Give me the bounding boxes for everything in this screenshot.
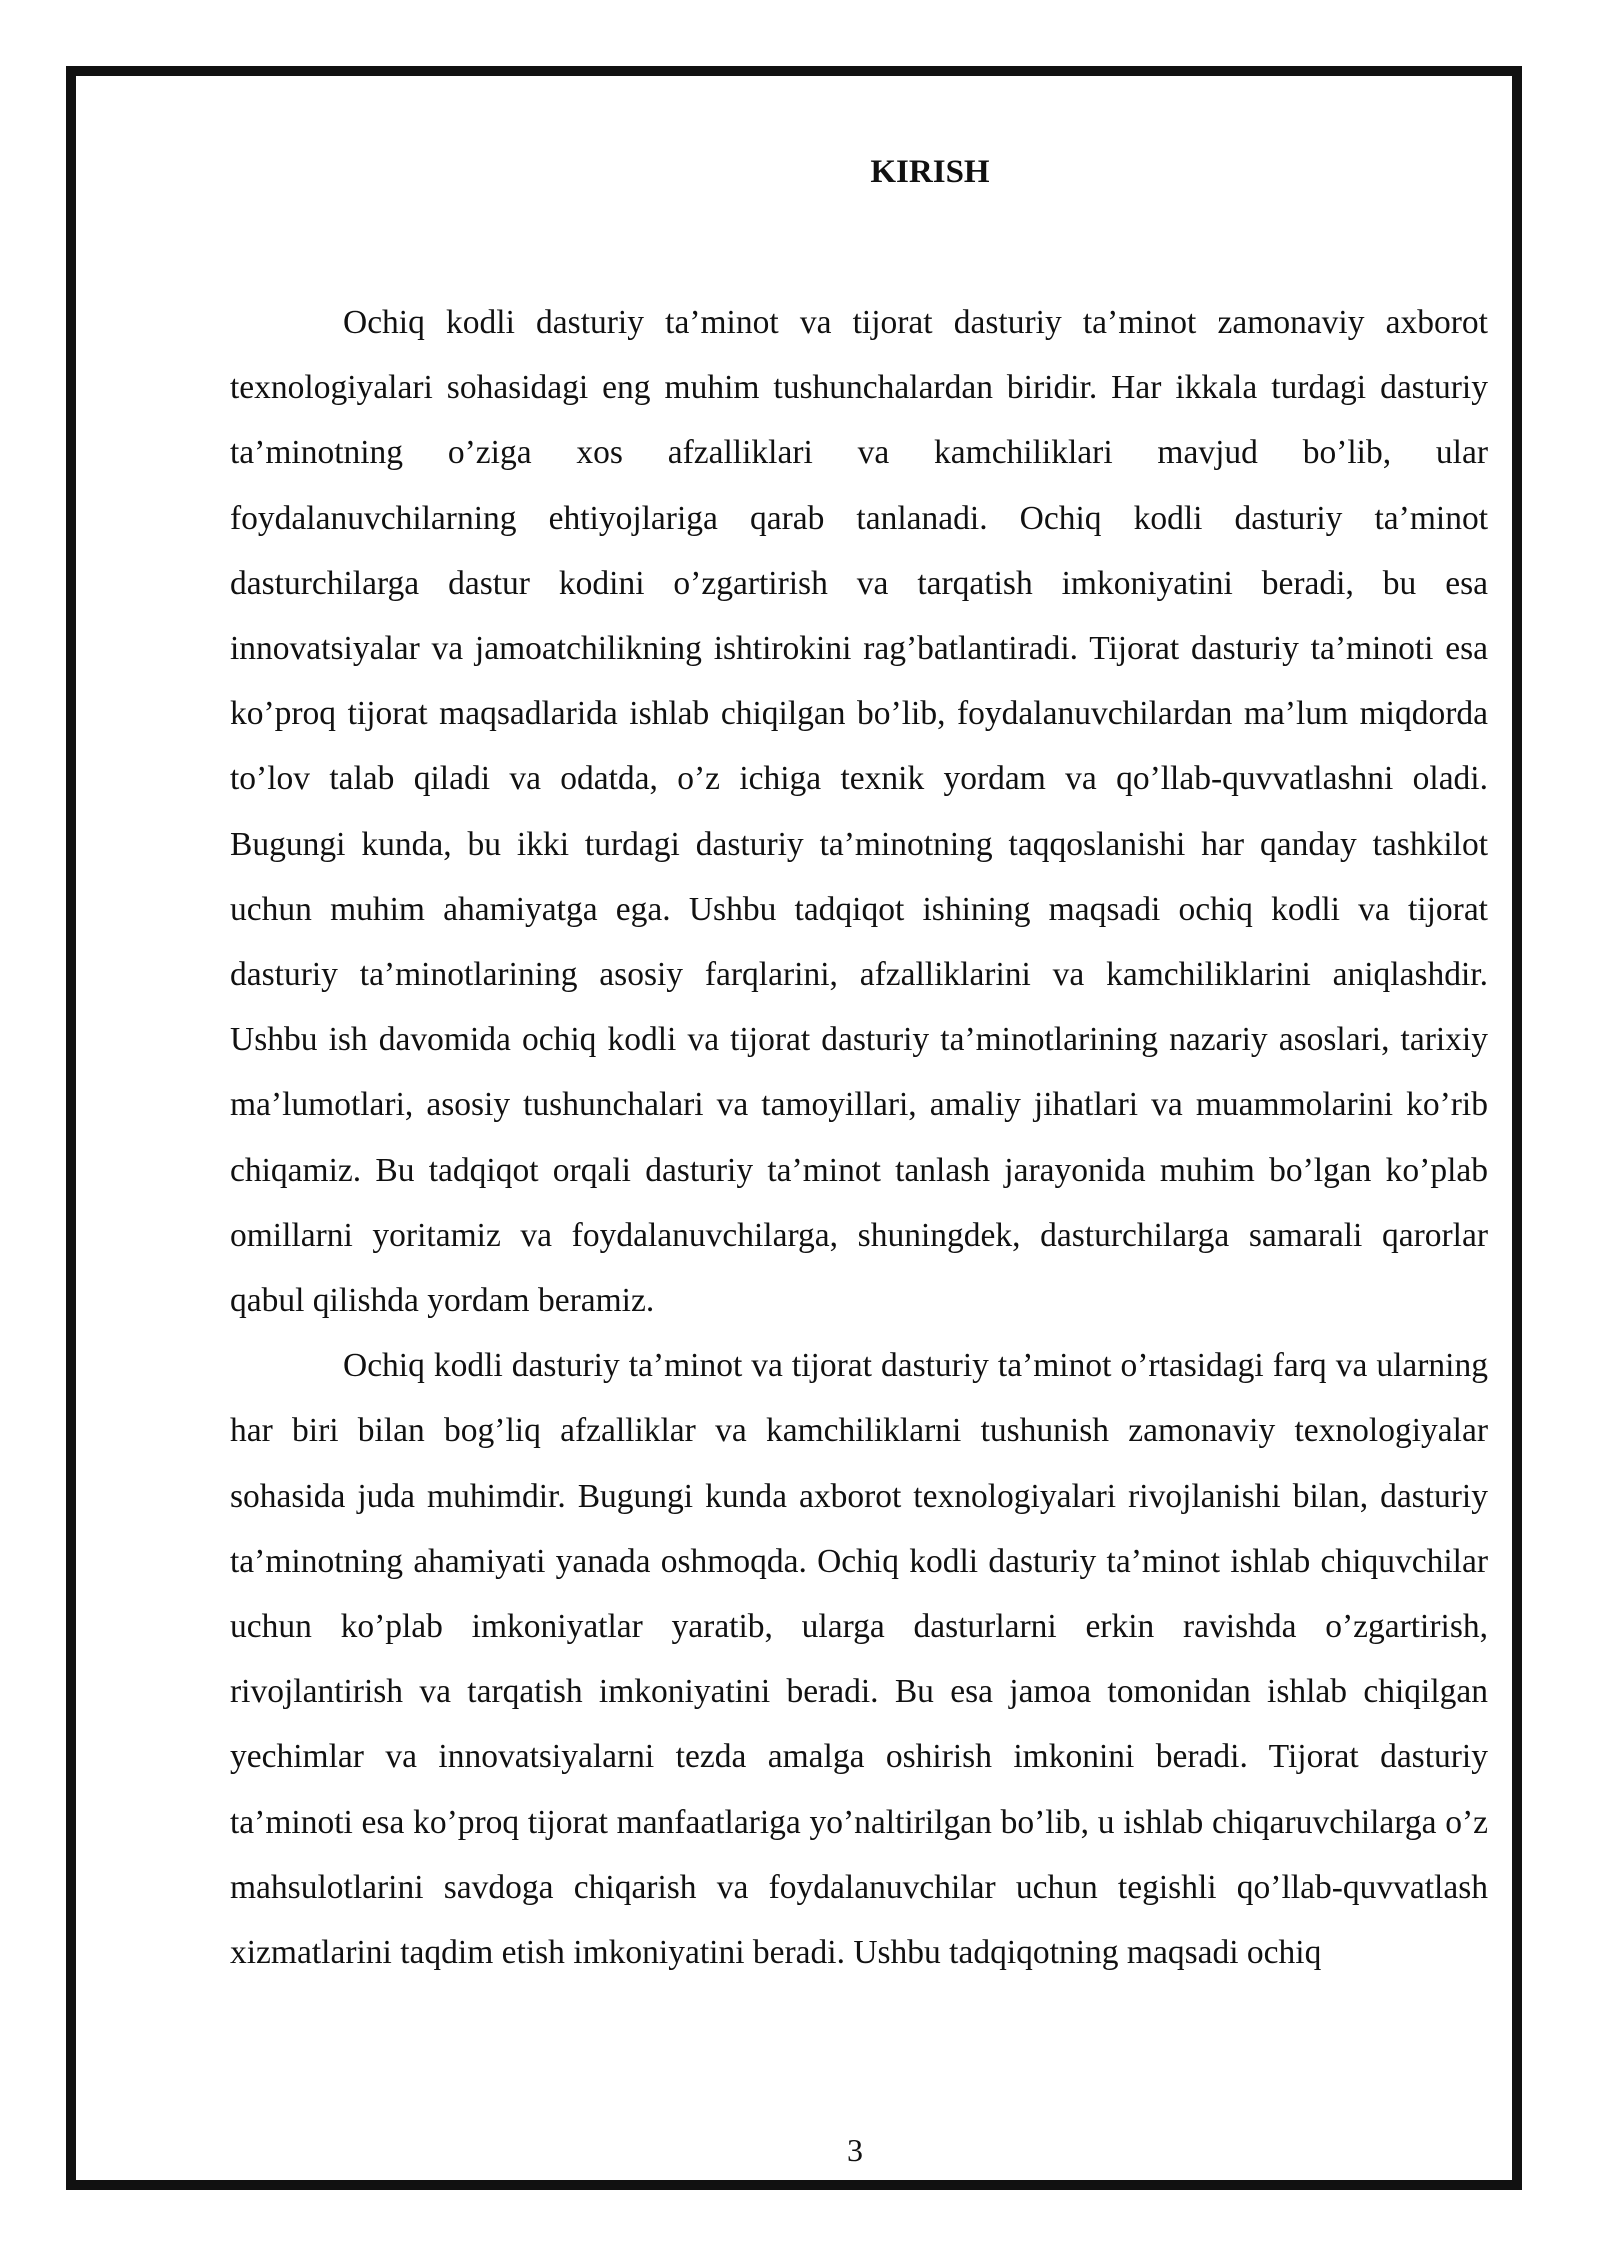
page-number: 3	[847, 2132, 863, 2168]
document-body	[230, 290, 1488, 1985]
paragraph-1: Ochiq kodli dasturiy ta’minot va tijorat dasturiy ta’minot zamonaviy axborot texnologiyalari sohasidagi eng muhim tushunchalardan biridir. Har ikkala turdagi dasturiy ta’minotning o’ziga xos afzalliklari va kamchiliklari mavjud bo’lib, ular foydalanuvchilarning ehtiyojlariga qarab tanlanadi. Ochiq kodli dasturiy ta’minot dasturchilarga dastur kodini o’zgartirish va tarqatish imkoniyatini beradi, bu esa innovatsiyalar va jamoatchilikning ishtirokini rag’batlantiradi. Tijorat dasturiy ta’minoti esa ko’proq tijorat maqsadlarida ishlab chiqilgan bo’lib, foydalanuvchilardan ma’lum miqdorda to’lov talab qiladi va odatda, o’z ichiga texnik yordam va qo’llab-quvvatlashni oladi. Bugungi kunda, bu ikki turdagi dasturiy ta’minotning taqqoslanishi har qanday tashkilot uchun muhim ahamiyatga ega. Ushbu tadqiqot ishining maqsadi ochiq kodli va tijorat dasturiy ta’minotlarining asosiy farqlarini, afzalliklarini va kamchiliklarini aniqlashdir. Ushbu ish davomida ochiq kodli va tijorat dasturiy ta’minotlarining nazariy asoslari, tarixiy ma’lumotlari, asosiy tushunchalari va tamoyillari, amaliy jihatlari va muammolarini ko’rib chiqamiz. Bu tadqiqot orqali dasturiy ta’minot tanlash jarayonida muhim bo’lgan ko’plab omillarni yoritamiz va foydalanuvchilarga, shuningdek, dasturchilarga samarali qarorlar qabul qilishda yordam beramiz.	[230, 304, 1488, 1320]
page-title: KIRISH	[870, 154, 990, 190]
paragraph-2: Ochiq kodli dasturiy ta’minot va tijorat dasturiy ta’minot o’rtasidagi farq va ularning har biri bilan bog’liq afzalliklar va kamchiliklarni tushunish zamonaviy texnologiyalar sohasida juda muhimdir. Bugungi kunda axborot texnologiyalari rivojlanishi bilan, dasturiy ta’minotning ahamiyati yanada oshmoqda. Ochiq kodli dasturiy ta’minot ishlab chiquvchilar uchun ko’plab imkoniyatlar yaratib, ularga dasturlarni erkin ravishda o’zgartirish, rivojlantirish va tarqatish imkoniyatini beradi. Bu esa jamoa tomonidan ishlab chiqilgan yechimlar va innovatsiyalarni tezda amalga oshirish imkonini beradi. Tijorat dasturiy ta’minoti esa ko’proq tijorat manfaatlariga yo’naltirilgan bo’lib, u ishlab chiqaruvchilarga o’z mahsulotlarini savdoga chiqarish va foydalanuvchilar uchun tegishli qo’llab-quvvatlash xizmatlarini taqdim etish imkoniyatini beradi. Ushbu tadqiqotning maqsadi ochiq	[230, 1347, 1488, 1972]
